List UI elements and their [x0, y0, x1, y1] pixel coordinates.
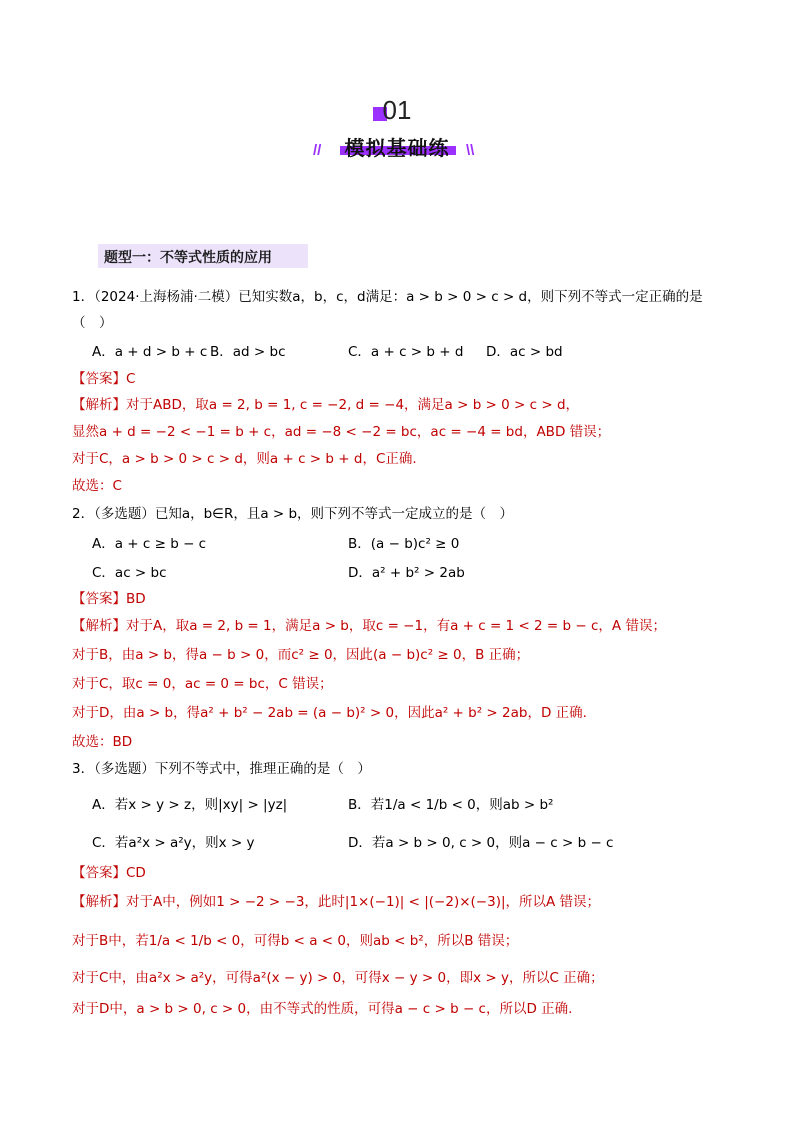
q1-option-c: C．a + c > b + d — [348, 344, 464, 360]
q1-answer: 【答案】C — [72, 371, 136, 387]
q1-stem-paren: （ ） — [72, 315, 113, 331]
q1-analysis-1: 【解析】对于ABD，取a = 2, b = 1, c = −2, d = −4，满足a > b > 0 > c > d， — [72, 397, 580, 413]
q3-stem: 3．（多选题）下列不等式中，推理正确的是（ ） — [72, 761, 371, 777]
q2-stem: 2．（多选题）已知a，b∈R，且a > b，则下列不等式一定成立的是（ ） — [72, 506, 514, 522]
chapter-title: 模拟基础练 — [344, 136, 450, 160]
q2-analysis-3: 对于C，取c = 0，ac = 0 = bc，C 错误； — [72, 676, 333, 692]
q2-analysis-1: 【解析】对于A，取a = 2, b = 1，满足a > b，取c = −1，有a + c = 1 < 2 = b − c，A 错误； — [72, 618, 666, 634]
q2-analysis-2: 对于B，由a > b，得a − b > 0，而c² ≥ 0，因此(a − b)c² ≥ 0，B 正确； — [72, 647, 530, 663]
q3-analysis-3: 对于C中，由a²x > a²y，可得a²(x − y) > 0，可得x − y > 0，即x > y，所以C 正确； — [72, 970, 604, 986]
q3-option-b: B．若1/a < 1/b < 0，则ab > b² — [348, 797, 554, 813]
chapter-number: 01 — [0, 95, 794, 126]
q1-analysis-2: 显然a + d = −2 < −1 = b + c，ad = −8 < −2 = bc，ac = −4 = bd，ABD 错误； — [72, 424, 611, 440]
q1-analysis-3: 对于C，a > b > 0 > c > d，则a + c > b + d，C正确. — [72, 451, 417, 467]
section-label: 题型一：不等式性质的应用 — [98, 244, 308, 268]
q1-option-a: A．a + d > b + c — [92, 344, 208, 360]
left-slash-deco: // — [313, 142, 322, 159]
q3-option-d: D．若a > b > 0, c > 0，则a − c > b − c — [348, 835, 614, 851]
q3-analysis-1: 【解析】对于A中，例如1 > −2 > −3，此时|1×(−1)| < |(−2)×(−3)|，所以A 错误； — [72, 894, 601, 910]
q3-analysis-4: 对于D中，a > b > 0, c > 0，由不等式的性质，可得a − c > b − c，所以D 正确. — [72, 1001, 573, 1017]
q2-option-d: D．a² + b² > 2ab — [348, 565, 465, 581]
q1-stem: 1．（2024·上海杨浦·二模）已知实数a，b，c，d满足：a > b > 0 > c > d，则下列不等式一定正确的是 — [72, 289, 703, 305]
right-slash-deco: \\ — [466, 142, 475, 159]
q2-answer: 【答案】BD — [72, 591, 146, 607]
q1-option-d: D．ac > bd — [486, 344, 563, 360]
q2-option-b: B．(a − b)c² ≥ 0 — [348, 536, 460, 552]
q2-option-c: C．ac > bc — [92, 565, 167, 581]
q3-option-c: C．若a²x > a²y，则x > y — [92, 835, 255, 851]
q3-answer: 【答案】CD — [72, 865, 146, 881]
q1-option-b: B．ad > bc — [210, 344, 286, 360]
q2-analysis-4: 对于D，由a > b，得a² + b² − 2ab = (a − b)² > 0，因此a² + b² > 2ab，D 正确. — [72, 705, 587, 721]
q2-option-a: A．a + c ≥ b − c — [92, 536, 207, 552]
q2-analysis-5: 故选：BD — [72, 734, 133, 750]
q1-analysis-4: 故选：C — [72, 478, 122, 494]
q3-analysis-2: 对于B中，若1/a < 1/b < 0，可得b < a < 0，则ab < b²，所以B 错误； — [72, 933, 519, 949]
q3-option-a: A．若x > y > z，则|xy| > |yz| — [92, 797, 288, 813]
